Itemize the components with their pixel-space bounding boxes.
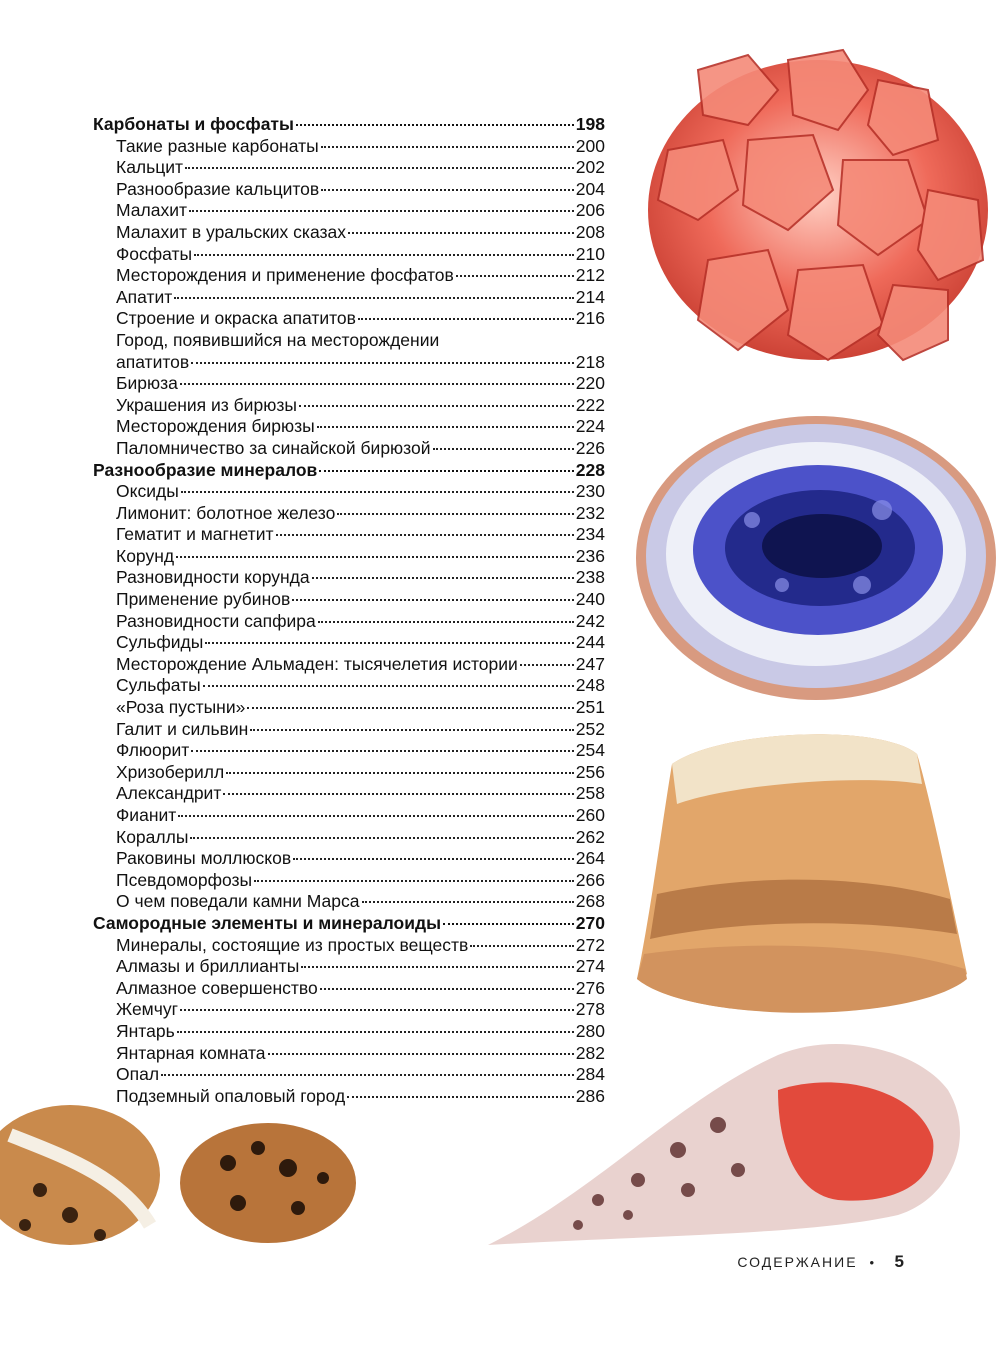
toc-page-number: 226 <box>575 437 605 458</box>
toc-item <box>93 352 605 374</box>
toc-page-number: 240 <box>575 589 605 610</box>
toc-title: Фосфаты <box>116 243 193 264</box>
toc-page-number: 198 <box>575 114 605 134</box>
agate-geode-image <box>632 410 1000 710</box>
toc-page-number: 214 <box>575 286 605 307</box>
toc-title: Карбонаты и фосфаты <box>93 114 294 134</box>
dot-leader <box>276 534 574 536</box>
toc-page-number: 256 <box>575 761 605 782</box>
toc-page-number: 284 <box>575 1064 605 1085</box>
toc-title: Сульфиды <box>116 632 204 653</box>
toc-item <box>93 611 605 633</box>
toc-item <box>93 827 605 849</box>
dot-leader <box>337 513 573 515</box>
dot-leader <box>180 383 574 385</box>
toc-title: Месторождения и применение фосфатов <box>116 265 454 286</box>
dot-leader <box>254 880 574 882</box>
toc-title: Алмазы и бриллианты <box>116 956 300 977</box>
dot-leader <box>203 685 574 687</box>
footer-label: СОДЕРЖАНИЕ <box>737 1254 858 1270</box>
toc-title: Алмазное совершенство <box>116 977 318 998</box>
toc-page-number: 232 <box>575 502 605 523</box>
toc-title: Янтарь <box>116 1020 175 1041</box>
toc-item <box>93 157 605 179</box>
toc-item <box>93 740 605 762</box>
toc-page-number: 216 <box>575 308 605 329</box>
toc-item <box>93 719 605 741</box>
dot-leader <box>194 254 574 256</box>
toc-page-number: 202 <box>575 157 605 178</box>
table-of-contents <box>93 114 605 1107</box>
toc-title: Янтарная комната <box>116 1042 266 1063</box>
toc-title: Кораллы <box>116 826 189 847</box>
dot-leader <box>321 146 574 148</box>
toc-page-number: 236 <box>575 545 605 566</box>
toc-title: Опал <box>116 1064 160 1085</box>
dot-leader <box>174 297 573 299</box>
dot-leader <box>362 901 574 903</box>
toc-item-line: Город, появившийся на месторождении <box>116 329 440 350</box>
toc-title: Хризоберилл <box>116 761 225 782</box>
footer-bullet: • <box>869 1255 876 1270</box>
toc-item <box>93 891 605 913</box>
toc-page-number: 254 <box>575 740 605 761</box>
dot-leader <box>293 858 574 860</box>
dot-leader <box>190 837 573 839</box>
toc-item <box>93 136 605 158</box>
toc-item <box>93 783 605 805</box>
aragonite-crystal-image <box>628 40 1000 390</box>
toc-page-number: 224 <box>575 416 605 437</box>
dot-leader <box>292 599 574 601</box>
toc-item <box>93 244 605 266</box>
dot-leader <box>178 815 574 817</box>
toc-item <box>93 395 605 417</box>
toc-page-number: 260 <box>575 805 605 825</box>
dot-leader <box>176 556 574 558</box>
toc-title: Оксиды <box>116 481 179 502</box>
dot-leader <box>189 210 574 212</box>
dot-leader <box>470 945 573 947</box>
toc-item <box>93 632 605 654</box>
toc-item <box>93 265 605 287</box>
toc-item <box>93 287 605 309</box>
toc-item <box>93 870 605 892</box>
toc-title: Самородные элементы и минералоиды <box>93 912 442 933</box>
toc-page-number: 206 <box>575 200 605 221</box>
toc-title: Разновидности корунда <box>116 567 310 588</box>
toc-page-number: 210 <box>575 243 605 264</box>
toc-item <box>93 524 605 546</box>
toc-page-number: 212 <box>575 265 605 286</box>
toc-title: Малахит <box>116 200 187 221</box>
dot-leader <box>456 275 574 277</box>
dot-leader <box>250 729 573 731</box>
toc-title: Минералы, состоящие из простых веществ <box>116 934 469 955</box>
toc-title: Малахит в уральских сказах <box>116 221 346 242</box>
toc-item <box>93 935 605 957</box>
toc-item <box>93 373 605 395</box>
dot-leader <box>318 621 574 623</box>
dot-leader <box>296 124 574 126</box>
toc-page-number: 270 <box>575 912 605 933</box>
toc-title: Флюорит <box>116 740 190 761</box>
dot-leader <box>185 167 574 169</box>
dot-leader <box>301 966 574 968</box>
page-number: 5 <box>894 1252 904 1271</box>
toc-item <box>93 481 605 503</box>
toc-title: Александрит <box>116 783 222 804</box>
dot-leader <box>226 772 574 774</box>
toc-item <box>93 222 605 244</box>
toc-title: Строение и окраска апатитов <box>116 308 356 329</box>
toc-page-number: 272 <box>575 934 605 955</box>
cowrie-shell-right-image <box>178 1118 358 1248</box>
toc-item <box>93 675 605 697</box>
toc-title: Месторождение Альмаден: тысячелетия истории <box>116 653 518 674</box>
toc-page-number: 230 <box>575 481 605 502</box>
toc-item <box>93 503 605 525</box>
toc-title: Бирюза <box>116 373 178 394</box>
toc-page-number: 278 <box>575 999 605 1020</box>
toc-title: Жемчуг <box>116 999 178 1020</box>
toc-page-number: 268 <box>575 891 605 912</box>
toc-item <box>93 546 605 568</box>
toc-item <box>93 308 605 330</box>
dot-leader <box>321 189 574 191</box>
toc-page-number: 274 <box>575 956 605 977</box>
dot-leader <box>520 664 574 666</box>
toc-title: Кальцит <box>116 157 184 178</box>
toc-page-number: 222 <box>575 394 605 415</box>
dot-leader <box>181 491 574 493</box>
toc-page-number: 286 <box>575 1085 605 1106</box>
toc-item <box>93 805 605 827</box>
dot-leader <box>191 362 574 364</box>
toc-page-number: 252 <box>575 718 605 739</box>
toc-item <box>93 567 605 589</box>
toc-title: Корунд <box>116 545 175 566</box>
dot-leader <box>433 448 574 450</box>
toc-page-number: 200 <box>575 135 605 156</box>
toc-title: Галит и сильвин <box>116 718 249 739</box>
toc-item <box>93 999 605 1021</box>
dot-leader <box>180 1009 574 1011</box>
conch-shell-image <box>478 1030 978 1255</box>
toc-page-number: 234 <box>575 524 605 545</box>
toc-page-number: 204 <box>575 178 605 199</box>
toc-title: Апатит <box>116 286 173 307</box>
toc-page-number: 247 <box>575 653 605 674</box>
dot-leader <box>320 988 574 990</box>
toc-title: Разнообразие кальцитов <box>116 178 320 199</box>
calcite-stone-image <box>632 724 972 1024</box>
toc-title: Подземный опаловый город <box>116 1085 346 1106</box>
toc-title: Паломничество за синайской бирюзой <box>116 437 431 458</box>
toc-title: Применение рубинов <box>116 589 291 610</box>
toc-page-number: 280 <box>575 1020 605 1041</box>
toc-page-number: 266 <box>575 869 605 890</box>
dot-leader <box>205 642 574 644</box>
toc-title: Месторождения бирюзы <box>116 416 315 437</box>
toc-page-number: 282 <box>575 1042 605 1063</box>
page-footer <box>737 1252 904 1271</box>
toc-page-number: 248 <box>575 675 605 696</box>
toc-page-number: 242 <box>575 610 605 631</box>
dot-leader <box>443 923 574 925</box>
dot-leader <box>348 232 574 234</box>
dot-leader <box>358 318 574 320</box>
dot-leader <box>312 577 574 579</box>
toc-item <box>93 179 605 201</box>
toc-item <box>93 978 605 1000</box>
toc-title: Лимонит: болотное железо <box>116 502 336 523</box>
cowrie-shell-left-image <box>0 1095 165 1255</box>
toc-item <box>93 654 605 676</box>
toc-item <box>93 438 605 460</box>
dot-leader <box>319 470 574 472</box>
toc-title: Такие разные карбонаты <box>116 135 319 156</box>
toc-item <box>93 200 605 222</box>
toc-item <box>93 848 605 870</box>
toc-page-number: 262 <box>575 826 605 847</box>
toc-item <box>93 416 605 438</box>
toc-page-number: 244 <box>575 632 605 653</box>
toc-page-number: 208 <box>575 221 605 242</box>
dot-leader <box>223 793 573 795</box>
toc-page-number: 251 <box>575 697 605 718</box>
toc-item <box>93 956 605 978</box>
dot-leader <box>317 426 574 428</box>
toc-page-number: 220 <box>575 373 605 394</box>
toc-page-number: 218 <box>575 351 605 372</box>
toc-title: Псевдоморфозы <box>116 869 253 890</box>
toc-page-number: 238 <box>575 567 605 588</box>
toc-title: «Роза пустыни» <box>116 697 246 718</box>
toc-title: О чем поведали камни Марса <box>116 891 360 912</box>
toc-title: Фианит <box>116 805 177 825</box>
toc-page-number: 264 <box>575 848 605 869</box>
toc-title: Раковины моллюсков <box>116 848 292 869</box>
dot-leader <box>299 405 574 407</box>
toc-page-number: 258 <box>575 783 605 804</box>
toc-title: Разнообразие минералов <box>93 459 318 480</box>
toc-section <box>93 114 605 136</box>
toc-page-number: 228 <box>575 459 605 480</box>
toc-title: Разновидности сапфира <box>116 610 316 631</box>
toc-item <box>93 762 605 784</box>
toc-item <box>93 589 605 611</box>
dot-leader <box>247 707 573 709</box>
toc-section <box>93 460 605 482</box>
toc-title: Сульфаты <box>116 675 201 696</box>
toc-title: Гематит и магнетит <box>116 524 274 545</box>
toc-title: Украшения из бирюзы <box>116 394 297 415</box>
toc-page-number: 276 <box>575 977 605 998</box>
toc-section <box>93 913 605 935</box>
toc-title: апатитов <box>116 351 190 372</box>
dot-leader <box>191 750 573 752</box>
toc-item <box>93 697 605 719</box>
